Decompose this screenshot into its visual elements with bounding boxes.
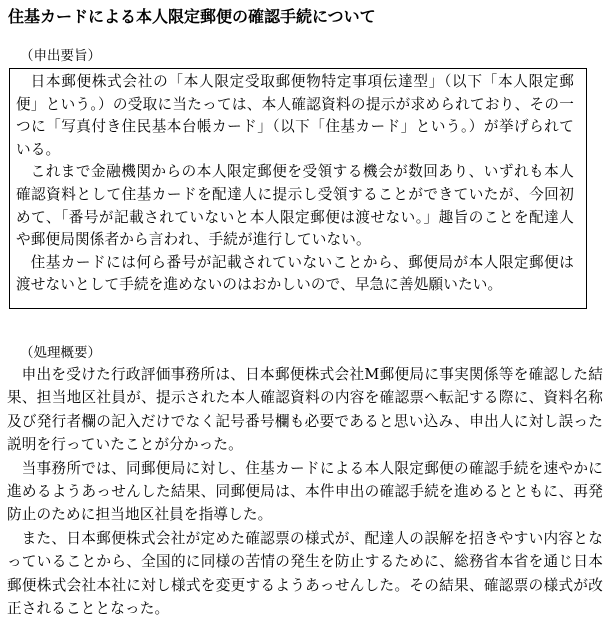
processing-paragraph-3: また、日本郵便株式会社が定めた確認票の様式が、配達人の誤解を招きやすい内容となっていることから、全国的に同様の苦情の発生を防止するために、総務省本省を通じ日本郵便株式会社本社に対し様式を変更するようあっせんした。その結果、確認票の様式が改正されることとなった。	[7, 529, 603, 618]
request-section-label: （申出要旨）	[20, 48, 101, 64]
processing-paragraph-2: 当事務所では、同郵便局に対し、住基カードによる本人限定郵便の確認手続を速やかに進めるようあっせんした結果、同郵便局は、本件申出の確認手続を進めるとともに、再発防止のために担当地区社員を指導した。	[7, 459, 603, 524]
request-summary-box	[9, 68, 587, 309]
processing-paragraph-1: 申出を受けた行政評価事務所は、日本郵便株式会社M郵便局に事実関係等を確認した結果、担当地区社員が、提示された本人確認資料の内容を確認票へ転記する際に、資料名称及び発行者欄の記入だけでなく記号番号欄も必要であると思い込み、申出人に対し誤った説明を行っていたことが分かった。	[7, 366, 603, 454]
processing-summary	[7, 363, 603, 620]
document-title: 住基カードによる本人限定郵便の確認手続について	[8, 7, 376, 26]
request-paragraph-3: 住基カードには何ら番号が記載されていないことから、郵便局が本人限定郵便は渡せないとして手続を進めないのはおかしいので、早急に善処願いたい。	[16, 253, 574, 294]
request-paragraph-1: 日本郵便株式会社の「本人限定受取郵便物特定事項伝達型」（以下「本人限定郵便」という。）の受取に当たっては、本人確認資料の提示が求められており、その一つに「写真付き住民基本台帳カード」（以下「住基カード」という。）が挙げられている。	[16, 73, 574, 158]
processing-section-label: （処理概要）	[20, 345, 101, 361]
request-paragraph-2: これまで金融機関からの本人限定郵便を受領する機会が数回あり、いずれも本人確認資料として住基カードを配達人に提示し受領することができていたが、今回初めて、「番号が記載されていないと本人限定郵便は渡せない。」趣旨のことを配達人や郵便局関係者から言われ、手続が進行していない。	[16, 163, 574, 249]
